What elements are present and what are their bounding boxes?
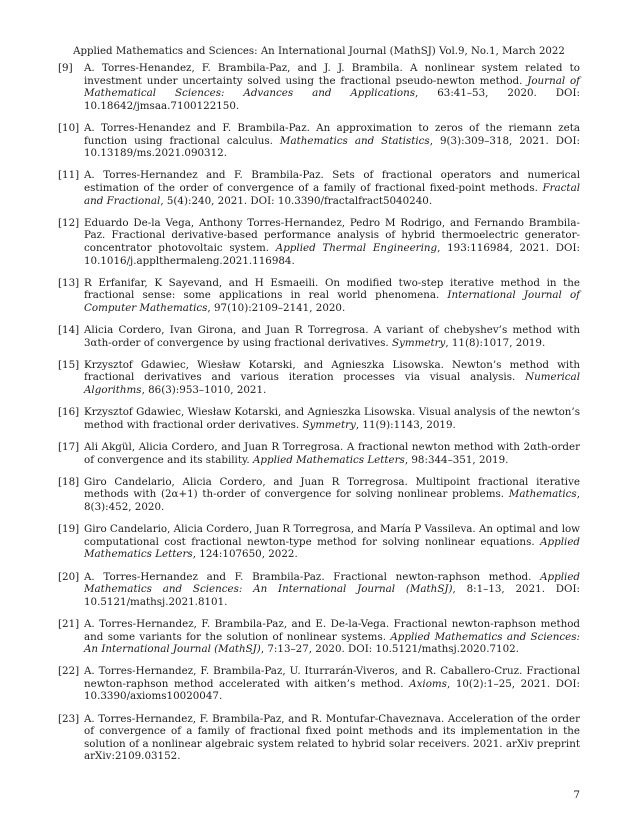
reference-item [62, 476, 580, 514]
reference-item [62, 217, 580, 267]
reference-item [62, 571, 580, 609]
reference-item [62, 665, 580, 703]
reference-venue: Applied Mathematics and Sciences: An International Journal (MathSJ) [84, 630, 580, 656]
reference-details: , 10(2):1–25, 2021. DOI: 10.3390/axioms10020047. [84, 677, 580, 703]
reference-number: [ 13 ] [58, 277, 79, 290]
running-header: Applied Mathematics and Sciences: An International Journal (MathSJ) Vol.9, No.1, March 2022 [73, 46, 565, 57]
reference-text: A. Torres-Henandez and F. Brambila-Paz. An approximation to zeros of the riemann zeta function using fractional calculus. [84, 121, 580, 147]
reference-text: A. Torres-Hernandez and F. Brambila-Paz. Fractional newton-raphson method. [84, 570, 541, 583]
reference-item [62, 122, 580, 160]
reference-venue: Symmetry [391, 336, 446, 349]
reference-number: [ 22 ] [58, 665, 79, 678]
reference-item [62, 523, 580, 561]
reference-venue: Mathematics [508, 488, 577, 501]
reference-venue: Applied Mathematics and Sciences: An International Journal (MathSJ) [84, 570, 580, 596]
reference-text: Ali Akgül, Alicia Cordero, and Juan R Torregrosa. A fractional newton method with 2αth-order of convergence and its stability. [84, 441, 580, 466]
reference-details: , 9(3):309–318, 2021. DOI: 10.13189/ms.2021.090312. [84, 134, 581, 160]
reference-details: , 8(3):452, 2020. [84, 488, 580, 513]
reference-venue: Numerical Algorithms [84, 371, 580, 397]
reference-details: , 98:344–351, 2019. [404, 453, 509, 466]
reference-text: Giro Candelario, Alicia Cordero, Juan R Torregrosa, and María P Vassileva. An optimal and low computational cost fractional newton-type method for solving nonlinear equations. [84, 523, 580, 548]
reference-details: , 86(3):953–1010, 2021. [141, 384, 267, 397]
reference-venue: Axioms [409, 677, 447, 690]
reference-details: , 97(10):2109–2141, 2020. [207, 301, 346, 314]
reference-details: , 63:41–53, 2020. DOI: 10.18642/jmsaa.7100122150. [84, 87, 580, 112]
reference-details: , 7:13–27, 2020. DOI: 10.5121/mathsj.2020.7102. [260, 643, 519, 656]
reference-number: [ 17 ] [58, 441, 79, 454]
reference-text: Krzysztof Gdawiec, Wiesław Kotarski, and Agnieszka Lisowska. Newton’s method with fractional derivatives and various iteration processes via visual analysis. [84, 358, 580, 384]
reference-details: , 11(9):1143, 2019. [355, 418, 456, 431]
reference-details: , 11(8):1017, 2019. [445, 336, 546, 349]
reference-item [62, 359, 580, 397]
reference-item [62, 169, 580, 207]
page-number: 7 [573, 789, 580, 801]
reference-number: [ 9 ] [58, 62, 73, 75]
reference-item [62, 441, 580, 466]
reference-number: [ 20 ] [58, 571, 79, 584]
reference-item [62, 406, 580, 431]
reference-text: Krzysztof Gdawiec, Wiesław Kotarski, and Agnieszka Lisowska. Visual analysis of the newton’s method with fractional order derivatives. [84, 406, 580, 431]
reference-text: A. Torres-Hernandez, F. Brambila-Paz, and E. De-la-Vega. Fractional newton-raphson method and some variants for the solution of nonlinear systems. [84, 617, 580, 643]
reference-number: [ 14 ] [58, 324, 79, 337]
reference-text: A. Torres-Hernandez, F. Brambila-Paz, U. Iturrarán-Viveros, and R. Caballero-Cruz. Fractional newton-raphson method accelerated with aitken’s method. [84, 665, 580, 690]
reference-text: Alicia Cordero, Ivan Girona, and Juan R Torregrosa. A variant of chebyshev’s method with 3αth-order of convergence by using fractional derivatives. [84, 324, 580, 349]
reference-number: [ 19 ] [58, 523, 79, 536]
reference-text: A. Torres-Henandez, F. Brambila-Paz, and J. J. Brambila. A nonlinear system related to investment under uncertainty solved using the fractional pseudo-newton method. [84, 62, 580, 87]
reference-text: R Erfanifar, K Sayevand, and H Esmaeili. On modified two-step iterative method in the fractional sense: some applications in real world phenomena. [84, 276, 580, 302]
reference-number: [ 18 ] [58, 476, 79, 489]
reference-details: , 5(4):240, 2021. DOI: 10.3390/fractalfract5040240. [160, 194, 433, 207]
reference-text: A. Torres-Hernandez and F. Brambila-Paz. Sets of fractional operators and numerical estimation of the order of convergence of a family of fractional fixed-point methods. [84, 169, 580, 194]
reference-details: , 193:116984, 2021. DOI: 10.1016/j.applthermaleng.2021.116984. [84, 241, 580, 267]
reference-item [62, 277, 580, 315]
reference-venue: Applied Thermal Engineering [275, 241, 438, 254]
reference-details: , 8:1–13, 2021. DOI: 10.5121/mathsj.2021.8101. [84, 583, 580, 608]
reference-text: Giro Candelario, Alicia Cordero, and Juan R Torregrosa. Multipoint fractional iterative methods with (2α+1) th-order of convergence for solving nonlinear problems. [84, 475, 580, 501]
reference-venue: Mathematics and Statistics [279, 134, 430, 147]
reference-venue: Applied Mathematics Letters [252, 453, 405, 466]
reference-details: , 124:107650, 2022. [192, 548, 298, 561]
reference-number: [ 10 ] [58, 122, 79, 135]
reference-number: [ 23 ] [58, 713, 79, 726]
reference-item [62, 713, 580, 763]
reference-number: [ 15 ] [58, 359, 79, 372]
reference-venue: Applied Mathematics Letters [84, 535, 580, 561]
reference-item [62, 324, 580, 349]
reference-number: [ 11 ] [58, 169, 79, 182]
reference-venue: International Journal of Computer Mathematics [84, 289, 580, 314]
reference-number: [ 21 ] [58, 618, 79, 631]
reference-number: [ 12 ] [58, 217, 79, 230]
reference-venue: Symmetry [302, 418, 356, 431]
reference-venue: Fractal and Fractional [84, 181, 580, 207]
reference-item [62, 618, 580, 656]
reference-list [62, 62, 580, 773]
reference-text: Eduardo De-la Vega, Anthony Torres-Hernandez, Pedro M Rodrigo, and Fernando Brambila-Paz. Fractional derivative-based performance analysis of hybrid thermoelectric generator-concentrator photovoltaic system. [84, 216, 580, 254]
reference-item [62, 62, 580, 112]
reference-number: [ 16 ] [58, 406, 79, 419]
reference-venue: Journal of Mathematical Sciences: Advances and Applications [84, 74, 580, 100]
reference-text: A. Torres-Hernandez, F. Brambila-Paz, and R. Montufar-Chaveznava. Acceleration of the order of convergence of a family of fractional fixed point methods and its implementation in the solution of a nonlinear algebraic system related to hybrid solar receivers. 2021. arXiv preprint arXiv:2109.03152. [84, 712, 580, 763]
